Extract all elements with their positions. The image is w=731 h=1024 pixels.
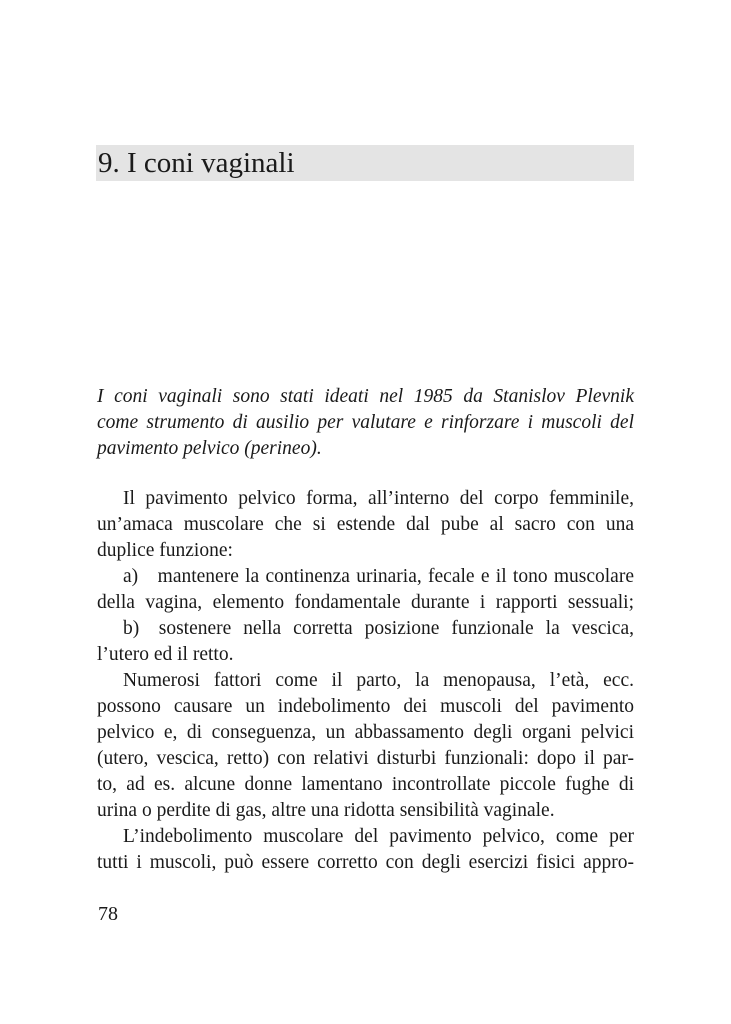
abstract-line: I coni vaginali sono stati ideati nel 1985 da Stanislov Plevnik — [97, 386, 634, 407]
body-line: possono causare un indebolimento dei muscoli del pavimento — [97, 696, 634, 717]
body-line: tutti i muscoli, può essere corretto con degli esercizi fisici appro- — [97, 852, 634, 873]
body-line: duplice funzione: — [97, 540, 233, 561]
body-line: to, ad es. alcune donne lamentano incontrollate piccole fughe di — [97, 774, 634, 795]
body-line: pelvico e, di conseguenza, un abbassamento degli organi pelvici — [97, 722, 634, 743]
body-line: (utero, vescica, retto) con relativi disturbi funzionali: dopo il par- — [97, 748, 634, 769]
list-item-a: a) mantenere la continenza urinaria, fecale e il tono muscolare — [123, 566, 634, 587]
abstract-paragraph — [97, 384, 634, 462]
body-line: l’utero ed il retto. — [97, 644, 234, 665]
body-line: della vagina, elemento fondamentale durante i rapporti sessuali; — [97, 592, 634, 613]
page-number: 78 — [98, 903, 118, 925]
body-text — [97, 486, 634, 876]
chapter-title: 9. I coni vaginali — [98, 147, 295, 179]
body-line: un’amaca muscolare che si estende dal pube al sacro con una — [97, 514, 634, 535]
body-line: urina o perdite di gas, altre una ridotta sensibilità vaginale. — [97, 800, 555, 821]
abstract-line: come strumento di ausilio per valutare e rinforzare i muscoli del — [97, 412, 634, 433]
body-line: Numerosi fattori come il parto, la menopausa, l’età, ecc. — [123, 670, 634, 691]
list-item-b: b) sostenere nella corretta posizione funzionale la vescica, — [123, 618, 634, 639]
abstract-line: pavimento pelvico (perineo). — [97, 438, 322, 459]
body-line: L’indebolimento muscolare del pavimento pelvico, come per — [123, 826, 634, 847]
body-line: Il pavimento pelvico forma, all’interno del corpo femminile, — [123, 488, 634, 509]
